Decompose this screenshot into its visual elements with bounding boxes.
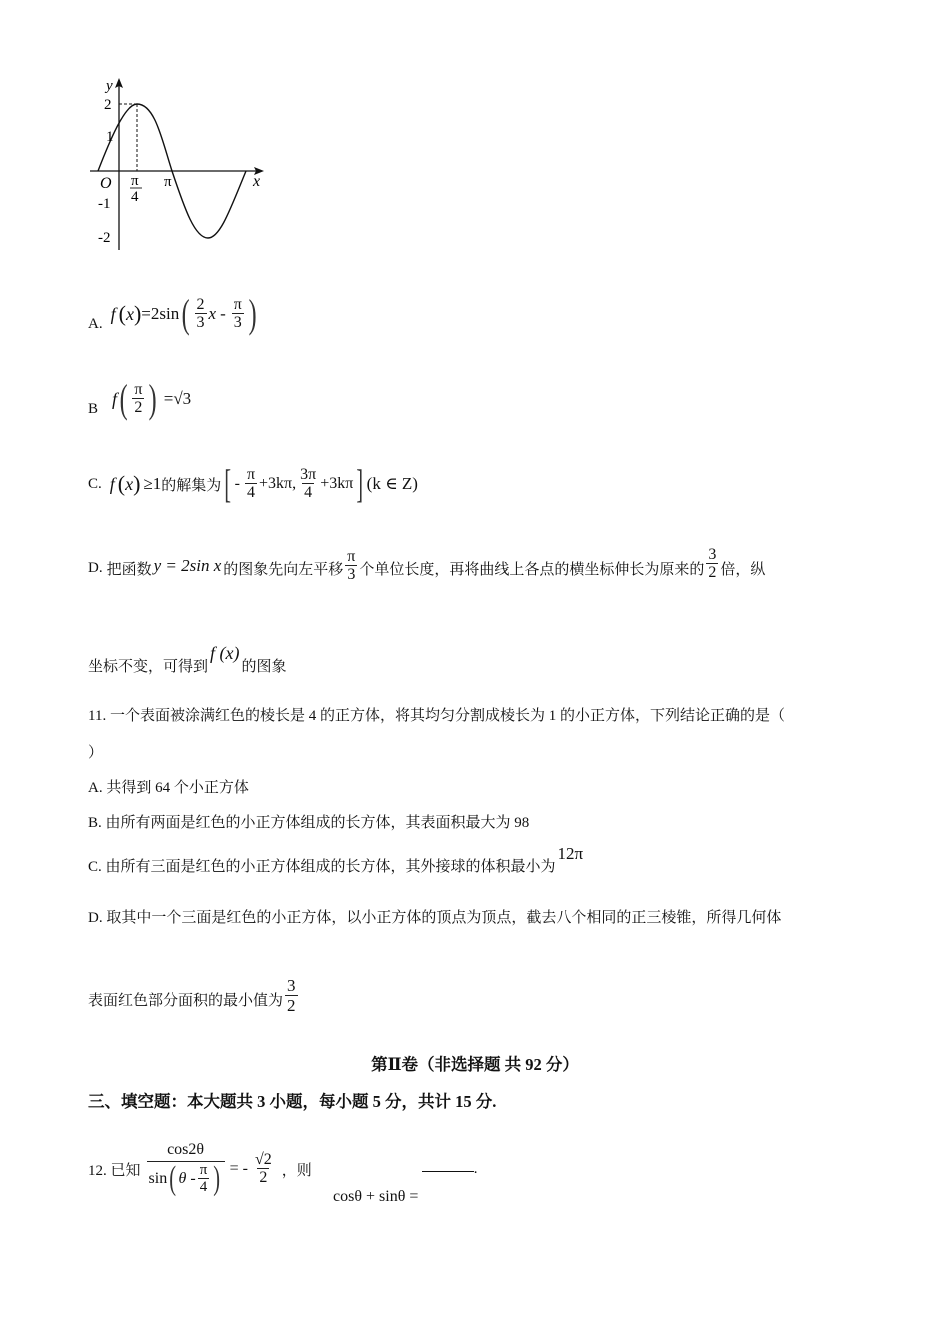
q12-answer-blank[interactable] [422, 1155, 474, 1172]
q12-den-pi-den: 4 [199, 1179, 208, 1196]
option-b-paren-open: ( [119, 376, 128, 421]
q12-den-theta: θ - [178, 1170, 196, 1188]
q11-option-d-frac [285, 977, 298, 1016]
option-a-paren-close: ) [133, 301, 142, 326]
x-axis-label: x [253, 173, 261, 190]
option-a-var: x [208, 304, 217, 323]
option-b-num: π [134, 380, 143, 398]
x-tick-pi4-den: 4 [131, 189, 139, 205]
option-a-paren-open: ( [118, 301, 126, 326]
option-c-mid: +3kπ, [259, 475, 297, 492]
option-c-x: x [125, 473, 134, 494]
option-d-t2: 的图象先向左平移 [223, 561, 344, 578]
option-c-ge: ≥1 [143, 474, 162, 493]
option-d-fx: f (x) [210, 643, 240, 663]
q12-eq: = - [229, 1160, 248, 1177]
option-c [88, 456, 418, 512]
q12-period: . [473, 1160, 478, 1177]
option-a-eq: =2sin [141, 304, 180, 323]
option-b-f: f [112, 388, 118, 409]
q12-then: ，则 [281, 1162, 312, 1179]
option-a-minus: - [220, 304, 226, 323]
q11-stem-end: ） [88, 745, 104, 761]
q12-expression: cosθ + sinθ = [333, 1188, 419, 1205]
q12-den-paren-open: ( [169, 1160, 177, 1198]
option-a-big-paren-open: ( [181, 291, 190, 336]
option-d-line2 [88, 644, 287, 676]
q11-option-d-num: 3 [287, 975, 296, 995]
q12-den-pi-frac [198, 1162, 210, 1197]
y-tick-1: 1 [106, 129, 114, 145]
origin-label: O [100, 175, 112, 192]
q12-lhs-num: cos2θ [167, 1141, 205, 1159]
option-b-paren-close: ) [149, 376, 158, 421]
option-c-text: 的解集为 [161, 477, 222, 494]
option-d-shift-num: π [347, 547, 356, 565]
option-a-coef-den: 3 [196, 314, 205, 332]
option-a-coef-num: 2 [196, 295, 205, 313]
q11-stem: 11. 一个表面被涂满红色的棱长是 4 的正方体，将其均匀分割成棱长为 1 的小正方体，下列结论正确的是（ [88, 708, 785, 724]
option-c-f: f [109, 473, 115, 494]
y-tick-neg1: -1 [98, 196, 111, 212]
option-b-label: B [88, 400, 99, 417]
option-d-func: y = 2sin x [153, 556, 222, 575]
q11-option-d-text: 表面红色部分面积的最小值为 [88, 993, 284, 1009]
q12-den-sin: sin [148, 1170, 168, 1188]
option-a-coef-frac [195, 296, 207, 333]
q11-option-a: A. 共得到 64 个小正方体 [88, 780, 249, 796]
option-d-label: D. [88, 559, 103, 576]
option-b-den: 2 [134, 399, 143, 417]
option-b-rhs: =√3 [163, 389, 192, 408]
q12-lhs-den [147, 1161, 225, 1197]
option-d-shift-frac [345, 548, 357, 585]
option-c-minus: - [234, 475, 240, 492]
q11-option-c-value: 12π [557, 844, 584, 863]
option-d-t3: 个单位长度，再将曲线上各点的横坐标伸长为原来的 [359, 561, 705, 578]
q11-option-c-text: C. 由所有三面是红色的小正方体组成的长方体，其外接球的体积最小为 [88, 859, 556, 875]
option-c-bracket-open: [ [224, 461, 232, 506]
option-a-phase-num: π [233, 295, 242, 313]
y-tick-neg2: -2 [98, 230, 111, 246]
q11-option-c [88, 842, 583, 876]
q12-lhs-frac [147, 1141, 225, 1196]
q11-option-d-den: 2 [287, 996, 296, 1016]
q11-option-d-line2 [88, 962, 300, 1016]
q12-label: 12. 已知 [88, 1162, 141, 1179]
option-a-x: x [125, 303, 134, 324]
sine-graph [80, 70, 280, 255]
option-c-b-frac [298, 466, 318, 503]
option-d-line1 [88, 540, 765, 596]
q12-den-paren-close: ) [213, 1160, 221, 1198]
q12-rhs-frac [253, 1151, 274, 1188]
fill-in-heading: 三、填空题：本大题共 3 小题，每小题 5 分，共计 15 分. [88, 1092, 497, 1111]
option-c-a-den: 4 [246, 484, 255, 502]
x-tick-pi4-num: π [131, 173, 139, 189]
option-d-line2-b: 的图象 [241, 659, 287, 675]
x-tick-pi: π [164, 174, 172, 190]
q12-line [88, 1128, 478, 1210]
option-a-phase-den: 3 [233, 314, 242, 332]
option-d-scale-num: 3 [708, 545, 717, 563]
option-d-t4: 倍，纵 [720, 561, 766, 578]
option-c-paren-open: ( [117, 471, 126, 496]
y-axis-label: y [106, 78, 113, 94]
q12-rhs-den: 2 [259, 1169, 268, 1187]
option-c-b-num: 3π [300, 465, 317, 483]
q11-option-b: B. 由所有两面是红色的小正方体组成的长方体，其表面积最大为 98 [88, 815, 530, 831]
option-a-phase-frac [232, 296, 244, 333]
option-c-end: +3kπ [320, 475, 354, 492]
option-b [88, 373, 191, 425]
option-b-frac [132, 381, 144, 418]
y-tick-2: 2 [104, 97, 112, 113]
option-d-t1: 把函数 [106, 561, 152, 578]
option-a-f: f [110, 303, 116, 324]
option-c-paren-close: ) [133, 471, 141, 496]
option-d-scale-den: 2 [708, 564, 717, 582]
q12-rhs-num: √2 [254, 1150, 272, 1168]
option-c-a-num: π [246, 465, 256, 483]
option-c-b-den: 4 [304, 484, 313, 502]
part-ii-title: 第Ⅱ卷（非选择题 共 92 分） [371, 1055, 579, 1074]
option-a [88, 288, 259, 340]
option-a-label: A. [88, 315, 103, 332]
option-a-big-paren-close: ) [248, 291, 257, 336]
option-d-shift-den: 3 [347, 566, 356, 584]
option-d-line2-a: 坐标不变，可得到 [88, 659, 209, 675]
option-c-a-frac [245, 466, 257, 503]
q12-den-pi-num: π [199, 1161, 208, 1178]
option-c-label: C. [88, 475, 102, 492]
q11-option-d-line1: D. 取其中一个三面是红色的小正方体，以小正方体的顶点为顶点，截去八个相同的正三棱锥，所得几何体 [88, 910, 782, 926]
option-c-bracket-close: ] [356, 461, 364, 506]
option-c-cond: (k ∈ Z) [366, 474, 418, 493]
option-d-scale-frac [706, 546, 718, 583]
